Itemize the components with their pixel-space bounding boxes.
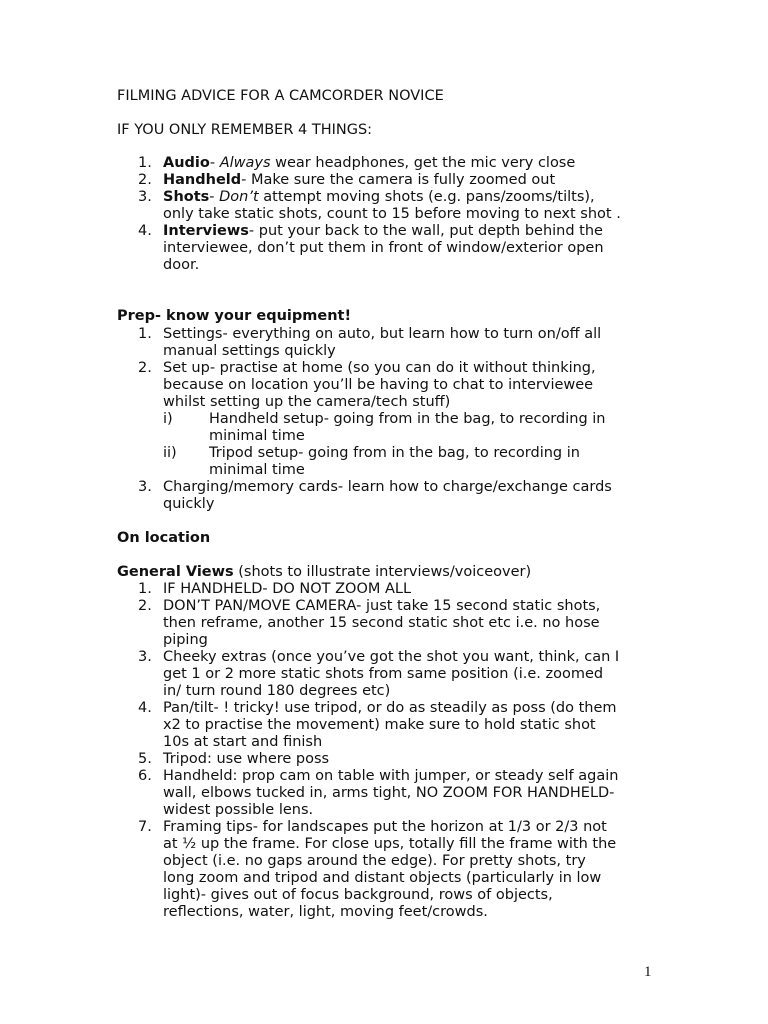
gv-item-3-cont2: in/ turn round 180 degrees etc) bbox=[163, 683, 391, 699]
list-number: 5. bbox=[138, 751, 152, 767]
prep-item-setup: Set up- practise at home (so you can do it without thinking, bbox=[163, 360, 596, 376]
gv-item-3: Cheeky extras (once you’ve got the shot you want, think, can I bbox=[163, 649, 620, 665]
list-number: 1. bbox=[138, 155, 152, 171]
gv-item-7-cont2: object (i.e. no gaps around the edge). For pretty shots, try bbox=[163, 853, 586, 869]
sub-item-tripod-setup-cont: minimal time bbox=[209, 462, 305, 478]
list-number: 3. bbox=[138, 649, 152, 665]
gv-item-4: Pan/tilt- ! tricky! use tripod, or do as steadily as poss (do them bbox=[163, 700, 617, 716]
gv-item-6-cont2: widest possible lens. bbox=[163, 802, 314, 818]
list-number: 1. bbox=[138, 581, 152, 597]
gv-item-2: DON’T PAN/MOVE CAMERA- just take 15 second static shots, bbox=[163, 598, 601, 614]
gv-item-2-cont: then reframe, another 15 second static shot etc i.e. no hose bbox=[163, 615, 600, 631]
sub-item-handheld-setup: Handheld setup- going from in the bag, to recording in bbox=[209, 411, 606, 427]
list-number: 4. bbox=[138, 223, 152, 239]
gv-item-4-cont: x2 to practise the movement) make sure to hold static shot bbox=[163, 717, 596, 733]
sub-list-number: ii) bbox=[163, 445, 177, 461]
list-number: 3. bbox=[138, 479, 152, 495]
sub-item-handheld-setup-cont: minimal time bbox=[209, 428, 305, 444]
prep-item-settings-cont: manual settings quickly bbox=[163, 343, 336, 359]
list-item-shots-cont: only take static shots, count to 15 before moving to next shot . bbox=[163, 206, 621, 222]
section-heading-prep: Prep- know your equipment! bbox=[117, 308, 352, 324]
gv-item-2-cont2: piping bbox=[163, 632, 208, 648]
list-number: 2. bbox=[138, 172, 152, 188]
prep-item-charging: Charging/memory cards- learn how to charge/exchange cards bbox=[163, 479, 612, 495]
gv-item-1: IF HANDHELD- DO NOT ZOOM ALL bbox=[163, 581, 412, 597]
prep-item-settings: Settings- everything on auto, but learn how to turn on/off all bbox=[163, 326, 602, 342]
section-heading-general-views: General Views (shots to illustrate interviews/voiceover) bbox=[117, 564, 532, 580]
list-number: 1. bbox=[138, 326, 152, 342]
gv-item-7-cont3: long zoom and tripod and distant objects (particularly in low bbox=[163, 870, 602, 886]
gv-item-6-cont: wall, elbows tucked in, arms tight, NO ZOOM FOR HANDHELD- bbox=[163, 785, 615, 801]
list-number: 3. bbox=[138, 189, 152, 205]
list-item-audio: Audio- Always wear headphones, get the mic very close bbox=[163, 155, 576, 171]
list-item-shots: Shots- Don’t attempt moving shots (e.g. pans/zooms/tilts), bbox=[163, 189, 595, 205]
prep-item-setup-cont: because on location you’ll be having to chat to interviewee bbox=[163, 377, 594, 393]
list-number: 2. bbox=[138, 598, 152, 614]
prep-item-charging-cont: quickly bbox=[163, 496, 215, 512]
gv-item-5: Tripod: use where poss bbox=[163, 751, 330, 767]
gv-item-7-cont5: reflections, water, light, moving feet/crowds. bbox=[163, 904, 488, 920]
section-heading-on-location: On location bbox=[117, 530, 211, 546]
document-title: FILMING ADVICE FOR A CAMCORDER NOVICE bbox=[117, 88, 444, 104]
gv-item-7-cont4: light)- gives out of focus background, rows of objects, bbox=[163, 887, 553, 903]
list-number: 2. bbox=[138, 360, 152, 376]
list-number: 6. bbox=[138, 768, 152, 784]
section-heading-four-things: IF YOU ONLY REMEMBER 4 THINGS: bbox=[117, 122, 373, 138]
list-item-interviews-cont2: door. bbox=[163, 257, 200, 273]
list-item-interviews-cont: interviewee, don’t put them in front of window/exterior open bbox=[163, 240, 604, 256]
list-number: 4. bbox=[138, 700, 152, 716]
page-number: 1 bbox=[644, 964, 652, 980]
gv-item-4-cont2: 10s at start and finish bbox=[163, 734, 323, 750]
list-number: 7. bbox=[138, 819, 152, 835]
gv-item-7: Framing tips- for landscapes put the horizon at 1/3 or 2/3 not bbox=[163, 819, 607, 835]
sub-list-number: i) bbox=[163, 411, 173, 427]
sub-item-tripod-setup: Tripod setup- going from in the bag, to recording in bbox=[209, 445, 580, 461]
prep-item-setup-cont2: whilst setting up the camera/tech stuff) bbox=[163, 394, 451, 410]
gv-item-6: Handheld: prop cam on table with jumper, or steady self again bbox=[163, 768, 619, 784]
gv-item-3-cont: get 1 or 2 more static shots from same position (i.e. zoomed bbox=[163, 666, 604, 682]
list-item-interviews: Interviews- put your back to the wall, put depth behind the bbox=[163, 223, 603, 239]
list-item-handheld: Handheld- Make sure the camera is fully zoomed out bbox=[163, 172, 556, 188]
gv-item-7-cont: at ½ up the frame. For close ups, totally fill the frame with the bbox=[163, 836, 617, 852]
